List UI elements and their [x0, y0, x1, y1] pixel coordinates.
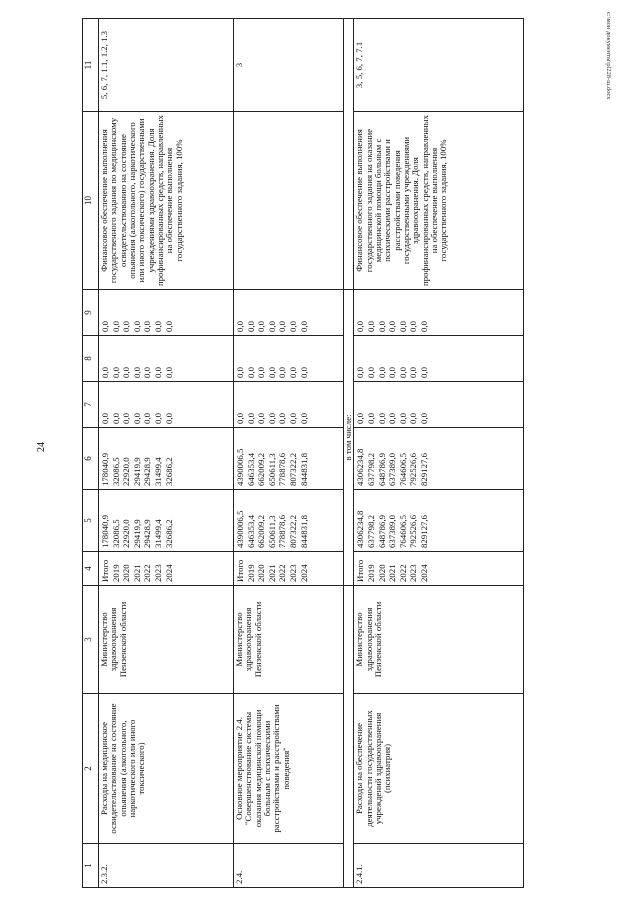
amount-value: 662009,2	[256, 515, 267, 548]
years-cell	[354, 552, 524, 586]
header-cell: 6	[83, 428, 99, 490]
amount-value: 637798,2	[365, 453, 376, 486]
year-value: 2021	[387, 564, 398, 582]
regional-budget-cell	[234, 428, 344, 490]
year-value: 2022	[142, 564, 153, 582]
amount-value: 648786,9	[376, 515, 387, 548]
amount-value: 646353,4	[245, 515, 256, 548]
row-title: Расходы на обеспечение деятельности государственных учреждений здравоохранения (психиатрия)	[354, 694, 524, 844]
amount-value: 0,0	[100, 413, 110, 424]
amount-value: 0,0	[142, 321, 153, 332]
amount-value: 0,0	[245, 413, 256, 424]
year-value: Итого	[235, 559, 245, 582]
amount-value: 0,0	[142, 367, 153, 378]
amount-value: 22920,0	[121, 457, 132, 486]
amount-value: 637389,0	[387, 453, 398, 486]
year-value: 2024	[298, 564, 309, 582]
amount-value: 844831,8	[298, 515, 309, 548]
year-value: 2022	[397, 564, 408, 582]
in-that-number-row	[344, 19, 354, 888]
amount-value: 0,0	[256, 413, 267, 424]
amount-value: 32686,2	[163, 457, 174, 486]
amount-value: 0,0	[235, 367, 245, 378]
amount-value: 829127,6	[418, 515, 429, 548]
amount-value: 29419,9	[131, 457, 142, 486]
amount-value: 29428,9	[142, 519, 153, 548]
amount-value: 0,0	[397, 413, 408, 424]
amount-value: 0,0	[418, 321, 429, 332]
amount-value: 0,0	[163, 367, 174, 378]
indicator-refs: 3, 5, 6, 7, 7.1	[354, 19, 524, 112]
total-amount-cell	[234, 490, 344, 552]
amount-value: 792526,6	[408, 515, 419, 548]
amount-value: 0,0	[408, 413, 419, 424]
years-cell	[234, 552, 344, 586]
amount-value: 764606,5	[397, 453, 408, 486]
header-cell: 4	[83, 552, 99, 586]
amount-value: 0,0	[235, 321, 245, 332]
amount-value: 0,0	[163, 413, 174, 424]
amount-value: 4390006,5	[235, 448, 245, 486]
amount-value: 0,0	[131, 413, 142, 424]
amount-value: 0,0	[142, 413, 153, 424]
year-value: Итого	[355, 559, 366, 582]
amount-value: 0,0	[152, 413, 163, 424]
row-executor: Министерство здравоохранения Пензенской области	[99, 586, 234, 694]
header-cell: 5	[83, 490, 99, 552]
amount-value: 807322,2	[287, 515, 298, 548]
amount-value: 0,0	[235, 413, 245, 424]
amount-value: 778878,6	[277, 515, 288, 548]
year-value: 2020	[376, 564, 387, 582]
amount-value: 0,0	[365, 321, 376, 332]
amount-value: 637389,0	[387, 515, 398, 548]
header-cell: 3	[83, 586, 99, 694]
amount-value: 648786,9	[376, 453, 387, 486]
amount-value: 29428,9	[142, 457, 153, 486]
amount-value: 0,0	[277, 413, 288, 424]
header-row	[83, 19, 99, 888]
indicator-text: Финансовое обеспечение выполнения государственного задания на оказание медицинской помощи больным с психическими расстройствами и расстройствами поведения государственными учреждениями здравоохранения. Доля профинансированных средств, направленных на обеспечение выполнения государственного задания, 100%	[354, 112, 524, 290]
total-amount-cell	[354, 490, 524, 552]
amount-value: 0,0	[121, 413, 132, 424]
amount-value: 0,0	[110, 321, 121, 332]
amount-value: 807322,2	[287, 453, 298, 486]
amount-value: 0,0	[298, 413, 309, 424]
year-value: 2021	[131, 564, 142, 582]
year-value: 2019	[365, 564, 376, 582]
amount-value: 0,0	[387, 321, 398, 332]
year-value: 2019	[110, 564, 121, 582]
amount-value: 31499,4	[152, 457, 163, 486]
year-value: 2020	[121, 564, 132, 582]
header-cell: 8	[83, 336, 99, 382]
amount-col7-cell	[99, 382, 234, 428]
row-title: Основное мероприятие 2.4. "Совершенствование системы оказания медицинской помощи больным с психическими расстройствами и расстройствами поведения"	[234, 694, 344, 844]
program-table	[82, 18, 524, 888]
amount-value: 0,0	[387, 367, 398, 378]
amount-value: 0,0	[245, 367, 256, 378]
total-amount-cell	[99, 490, 234, 552]
amount-value: 0,0	[266, 321, 277, 332]
years-cell	[99, 552, 234, 586]
amount-col7-cell	[234, 382, 344, 428]
amount-col9-cell	[234, 290, 344, 336]
amount-value: 0,0	[376, 321, 387, 332]
amount-value: 650611,3	[266, 453, 277, 486]
amount-value: 178040,9	[100, 453, 110, 486]
amount-value: 0,0	[376, 367, 387, 378]
row-title: Расходы на медицинское освидетельствование на состояние опьянения (алкогольного, наркотического или иного токсического)	[99, 694, 234, 844]
amount-value: 0,0	[256, 321, 267, 332]
in-that-number-label: в том числе:	[344, 290, 354, 586]
amount-value: 0,0	[163, 321, 174, 332]
amount-value: 0,0	[110, 367, 121, 378]
row-number: 2.4.1.	[354, 844, 524, 888]
table-row	[354, 19, 524, 888]
row-number: 2.4.	[234, 844, 344, 888]
header-cell: 1	[83, 844, 99, 888]
amount-value: 32086,5	[110, 519, 121, 548]
amount-value: 0,0	[277, 321, 288, 332]
amount-value: 662009,2	[256, 453, 267, 486]
amount-value: 0,0	[387, 413, 398, 424]
footer-file-path: c:\мои документы\pl228-ш.docx	[605, 12, 612, 100]
amount-value: 0,0	[287, 413, 298, 424]
amount-value: 0,0	[256, 367, 267, 378]
year-value: 2021	[266, 564, 277, 582]
indicator-refs: 3	[234, 19, 344, 112]
amount-value: 4306234,8	[355, 510, 366, 548]
amount-value: 0,0	[287, 321, 298, 332]
amount-value: 637798,2	[365, 515, 376, 548]
indicator-text: Финансовое обеспечение выполнения государственного задания по медицинскому освидетельствованию на состояние опьянения (алкогольного, наркотического или иного токсического) государственными учреждениями здравоохранения. Доля профинансированных средств, направленных на обеспечение выполнения государственного задания, 100%	[99, 112, 234, 290]
amount-col9-cell	[354, 290, 524, 336]
regional-budget-cell	[99, 428, 234, 490]
amount-value: 0,0	[152, 367, 163, 378]
amount-col9-cell	[99, 290, 234, 336]
amount-value: 0,0	[418, 413, 429, 424]
year-value: 2023	[408, 564, 419, 582]
amount-value: 0,0	[376, 413, 387, 424]
row-executor: Министерство здравоохранения Пензенской области	[234, 586, 344, 694]
amount-value: 0,0	[298, 321, 309, 332]
amount-value: 0,0	[355, 321, 366, 332]
amount-value: 0,0	[266, 367, 277, 378]
amount-value: 0,0	[355, 367, 366, 378]
header-cell: 2	[83, 694, 99, 844]
amount-col8-cell	[354, 336, 524, 382]
header-cell: 10	[83, 112, 99, 290]
year-value: 2019	[245, 564, 256, 582]
table-row	[234, 19, 344, 888]
amount-value: 650611,3	[266, 515, 277, 548]
amount-value: 0,0	[298, 367, 309, 378]
amount-value: 0,0	[365, 367, 376, 378]
amount-value: 0,0	[110, 413, 121, 424]
table-row	[99, 19, 234, 888]
amount-value: 0,0	[100, 321, 110, 332]
amount-value: 32686,2	[163, 519, 174, 548]
header-cell: 9	[83, 290, 99, 336]
amount-value: 4306234,8	[355, 448, 366, 486]
amount-value: 0,0	[245, 321, 256, 332]
amount-value: 829127,6	[418, 453, 429, 486]
amount-value: 0,0	[121, 367, 132, 378]
amount-value: 0,0	[266, 413, 277, 424]
amount-value: 32086,5	[110, 457, 121, 486]
amount-value: 792526,6	[408, 453, 419, 486]
amount-value: 0,0	[397, 367, 408, 378]
year-value: 2022	[277, 564, 288, 582]
row-number: 2.3.2.	[99, 844, 234, 888]
amount-col8-cell	[234, 336, 344, 382]
amount-value: 22920,0	[121, 519, 132, 548]
amount-value: 0,0	[408, 367, 419, 378]
year-value: Итого	[100, 559, 110, 582]
rotated-table-container	[82, 19, 529, 888]
amount-value: 646353,4	[245, 453, 256, 486]
amount-value: 844831,8	[298, 453, 309, 486]
amount-value: 778878,6	[277, 453, 288, 486]
amount-value: 0,0	[418, 367, 429, 378]
header-cell: 7	[83, 382, 99, 428]
amount-value: 178040,9	[100, 515, 110, 548]
year-value: 2020	[256, 564, 267, 582]
amount-value: 0,0	[152, 321, 163, 332]
amount-value: 0,0	[277, 367, 288, 378]
amount-value: 0,0	[131, 367, 142, 378]
amount-value: 0,0	[397, 321, 408, 332]
amount-value: 0,0	[365, 413, 376, 424]
amount-value: 29419,9	[131, 519, 142, 548]
amount-value: 31499,4	[152, 519, 163, 548]
amount-value: 0,0	[355, 413, 366, 424]
amount-value: 0,0	[100, 367, 110, 378]
amount-value: 0,0	[121, 321, 132, 332]
amount-col8-cell	[99, 336, 234, 382]
regional-budget-cell	[354, 428, 524, 490]
amount-value: 764606,5	[397, 515, 408, 548]
row-executor: Министерство здравоохранения Пензенской области	[354, 586, 524, 694]
header-cell: 11	[83, 19, 99, 112]
indicator-refs: 5, 6, 7, 1.1, 1.2, 1.3	[99, 19, 234, 112]
amount-value: 0,0	[408, 321, 419, 332]
year-value: 2023	[287, 564, 298, 582]
amount-value: 0,0	[287, 367, 298, 378]
amount-value: 4390006,5	[235, 510, 245, 548]
year-value: 2024	[163, 564, 174, 582]
page-number: 24	[36, 442, 47, 452]
year-value: 2023	[152, 564, 163, 582]
amount-col7-cell	[354, 382, 524, 428]
amount-value: 0,0	[131, 321, 142, 332]
year-value: 2024	[418, 564, 429, 582]
indicator-text	[234, 112, 344, 290]
